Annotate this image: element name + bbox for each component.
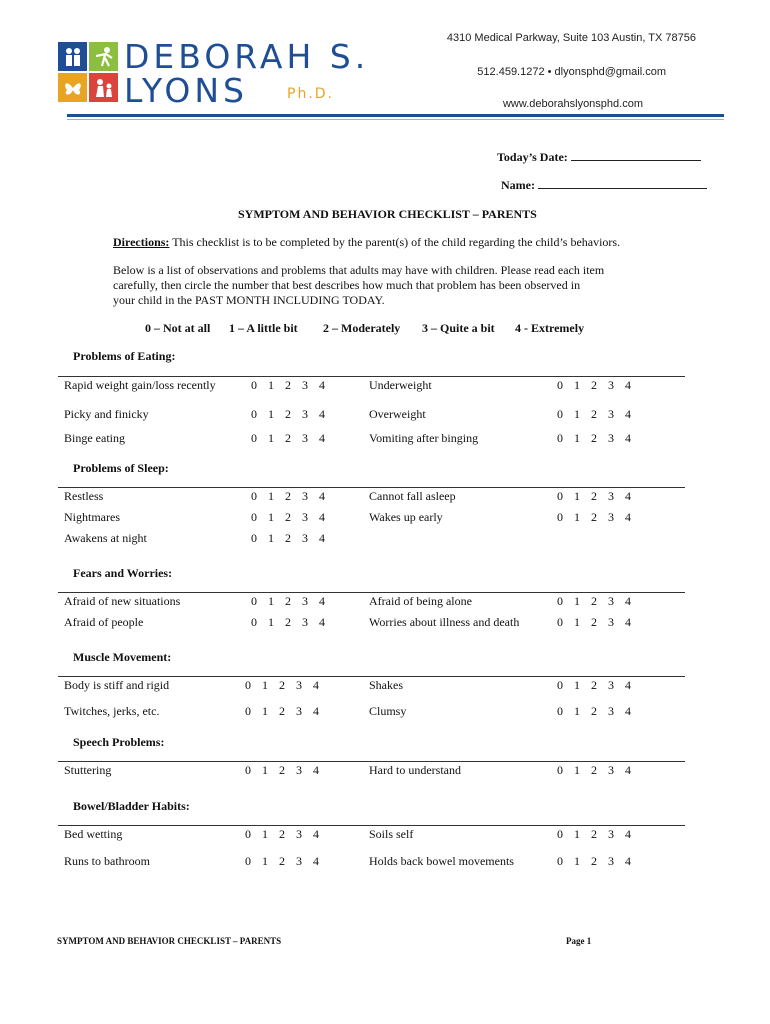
section-rule: [58, 761, 685, 762]
logo-suffix: Ph.D.: [287, 86, 334, 102]
butterfly-icon: [58, 73, 87, 102]
section-rule: [58, 487, 685, 488]
item-label: Cannot fall asleep: [369, 489, 456, 503]
item-label: Afraid of people: [64, 615, 144, 629]
rating-options[interactable]: 0 1 2 3 4: [251, 531, 325, 545]
scale-1: 1 – A little bit: [229, 321, 298, 335]
item-label: Overweight: [369, 407, 426, 421]
contact-website: www.deborahslyonsphd.com: [502, 98, 643, 110]
rating-options[interactable]: 0 1 2 3 4: [557, 431, 631, 445]
rating-options[interactable]: 0 1 2 3 4: [251, 407, 325, 421]
rating-options[interactable]: 0 1 2 3 4: [245, 827, 319, 841]
section-rule: [58, 376, 685, 377]
parent-child-icon: [89, 73, 118, 102]
item-label: Twitches, jerks, etc.: [64, 704, 160, 718]
contact-phone-email: 512.459.1272 • dlyonsphd@gmail.com: [477, 66, 666, 78]
rating-options[interactable]: 0 1 2 3 4: [557, 378, 631, 392]
rating-options[interactable]: 0 1 2 3 4: [245, 678, 319, 692]
logo-mark: [58, 42, 118, 102]
name-label: Name:: [501, 178, 535, 192]
rating-options[interactable]: 0 1 2 3 4: [557, 489, 631, 503]
section-title: Problems of Eating:: [73, 349, 176, 363]
item-label: Binge eating: [64, 431, 125, 445]
footer-title: SYMPTOM AND BEHAVIOR CHECKLIST – PARENTS: [57, 936, 282, 946]
rating-options[interactable]: 0 1 2 3 4: [557, 615, 631, 629]
scale-0: 0 – Not at all: [145, 321, 211, 335]
item-label: Picky and finicky: [64, 407, 149, 421]
name-field[interactable]: [501, 178, 707, 193]
section-rule: [58, 676, 685, 677]
rating-options[interactable]: 0 1 2 3 4: [557, 854, 631, 868]
directions-text: This checklist is to be completed by the parent(s) of the child regarding the child’s behaviors.: [169, 235, 621, 249]
name-blank[interactable]: [538, 188, 707, 189]
intro-line-3: your child in the PAST MONTH INCLUDING TODAY.: [113, 293, 385, 307]
item-label: Shakes: [369, 678, 403, 692]
header-rule-thin: [67, 119, 724, 120]
section-rule: [58, 592, 685, 593]
footer-page-number: Page 1: [566, 936, 592, 946]
rating-options[interactable]: 0 1 2 3 4: [245, 704, 319, 718]
intro-line-2: carefully, then circle the number that best describes how much that problem has been observed in: [113, 278, 581, 292]
item-label: Worries about illness and death: [369, 615, 520, 629]
item-label: Wakes up early: [369, 510, 443, 524]
item-label: Vomiting after binging: [369, 431, 479, 445]
jumping-child-icon: [89, 42, 118, 71]
rating-options[interactable]: 0 1 2 3 4: [557, 678, 631, 692]
rating-options[interactable]: 0 1 2 3 4: [245, 854, 319, 868]
directions-label: Directions:: [113, 235, 170, 249]
logo-name-line2: LYONS: [124, 71, 248, 110]
section-rule: [58, 825, 685, 826]
form-title: SYMPTOM AND BEHAVIOR CHECKLIST – PARENTS: [238, 207, 537, 221]
section-title: Speech Problems:: [73, 735, 165, 749]
item-label: Runs to bathroom: [64, 854, 150, 868]
item-label: Awakens at night: [64, 531, 147, 545]
item-label: Rapid weight gain/loss recently: [64, 378, 216, 392]
item-label: Holds back bowel movements: [369, 854, 514, 868]
contact-address: 4310 Medical Parkway, Suite 103 Austin, TX 78756: [446, 32, 696, 44]
item-label: Soils self: [369, 827, 414, 841]
family-icon: [58, 42, 87, 71]
rating-options[interactable]: 0 1 2 3 4: [557, 510, 631, 524]
scale-3: 3 – Quite a bit: [422, 321, 495, 335]
rating-options[interactable]: 0 1 2 3 4: [557, 763, 631, 777]
rating-options[interactable]: 0 1 2 3 4: [557, 704, 631, 718]
section-title: Bowel/Bladder Habits:: [73, 799, 190, 813]
header-rule: [67, 114, 724, 117]
date-field[interactable]: [497, 150, 701, 165]
item-label: Body is stiff and rigid: [64, 678, 170, 692]
item-label: Stuttering: [64, 763, 112, 777]
scale-4: 4 - Extremely: [515, 321, 585, 335]
rating-options[interactable]: 0 1 2 3 4: [251, 615, 325, 629]
intro-line-1: Below is a list of observations and problems that adults may have with children. Please read each item: [113, 263, 605, 277]
rating-options[interactable]: 0 1 2 3 4: [557, 594, 631, 608]
date-label: Today’s Date:: [497, 150, 568, 164]
logo-name-line1: DEBORAH S.: [124, 37, 370, 76]
rating-options[interactable]: 0 1 2 3 4: [557, 827, 631, 841]
item-label: Hard to understand: [369, 763, 461, 777]
item-label: Nightmares: [64, 510, 120, 524]
rating-options[interactable]: 0 1 2 3 4: [251, 510, 325, 524]
rating-options[interactable]: 0 1 2 3 4: [251, 489, 325, 503]
scale-2: 2 – Moderately: [323, 321, 401, 335]
item-label: Afraid of new situations: [64, 594, 181, 608]
section-title: Fears and Worries:: [73, 566, 173, 580]
date-blank[interactable]: [571, 160, 701, 161]
section-title: Muscle Movement:: [73, 650, 172, 664]
section-title: Problems of Sleep:: [73, 461, 169, 475]
item-label: Bed wetting: [64, 827, 123, 841]
rating-options[interactable]: 0 1 2 3 4: [557, 407, 631, 421]
rating-options[interactable]: 0 1 2 3 4: [251, 431, 325, 445]
directions: [113, 235, 620, 250]
item-label: Afraid of being alone: [369, 594, 472, 608]
rating-options[interactable]: 0 1 2 3 4: [245, 763, 319, 777]
item-label: Restless: [64, 489, 104, 503]
rating-options[interactable]: 0 1 2 3 4: [251, 594, 325, 608]
item-label: Underweight: [369, 378, 432, 392]
rating-options[interactable]: 0 1 2 3 4: [251, 378, 325, 392]
item-label: Clumsy: [369, 704, 407, 718]
